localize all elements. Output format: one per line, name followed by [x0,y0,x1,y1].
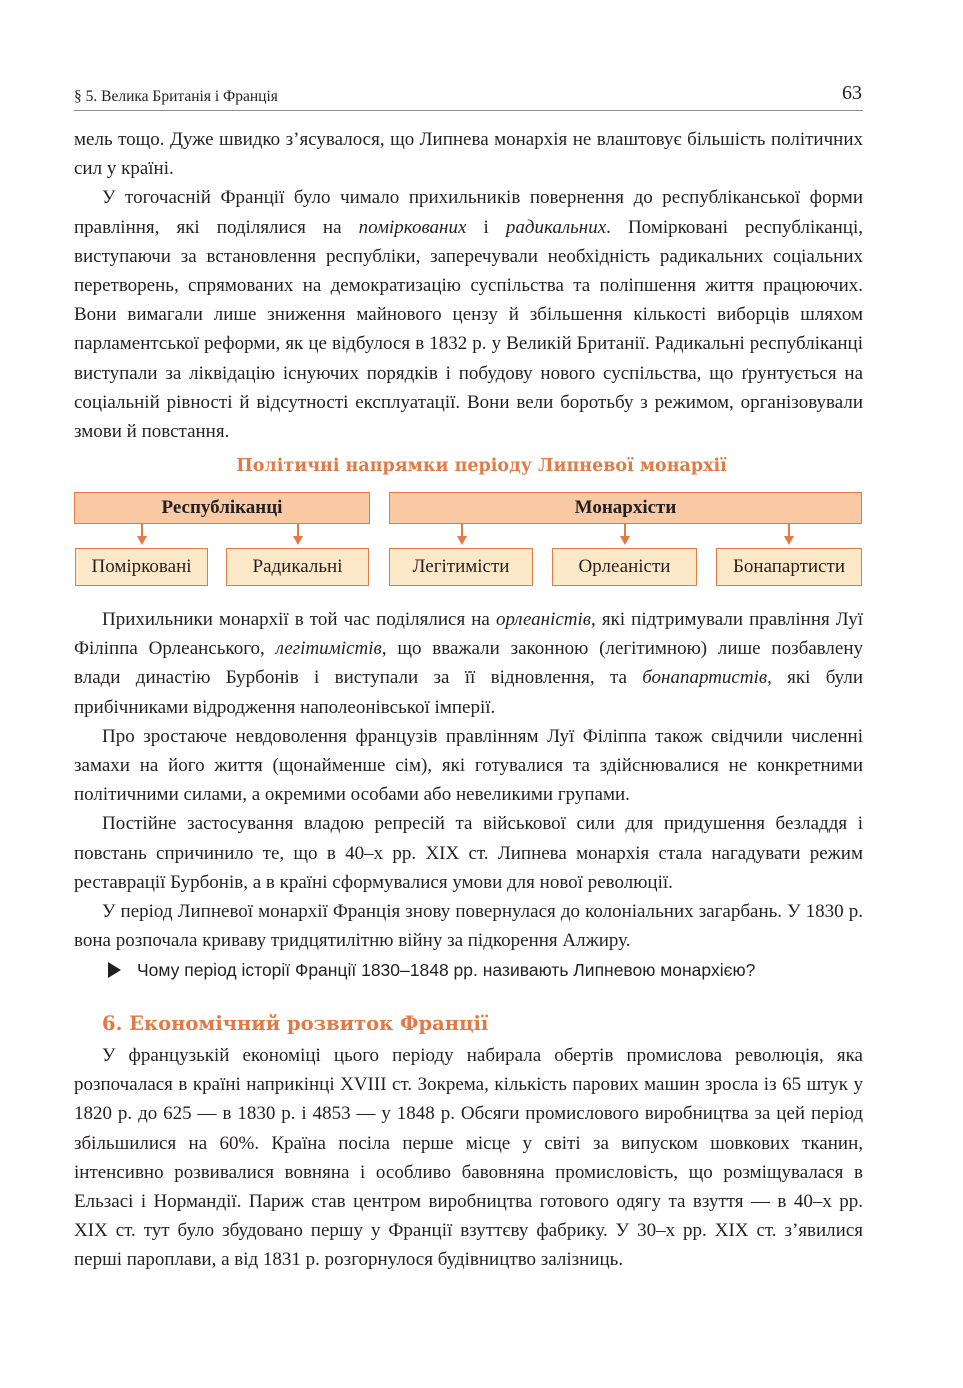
arrow-down-icon [297,524,299,538]
arrow-down-icon [624,524,626,538]
triangle-bullet-icon [108,962,121,978]
body-text [74,605,863,955]
paragraph: Постійне застосування владою репресій та військової сили для придушення безладдя і повстань спричинило те, що в 40–х рр. XIX ст. Липнева монархія стала нагадувати режим реставрації Бурбонів, а в країні сформувалися умови для нової революції. [74,813,863,893]
paragraph: У французькій економіці цього періоду набирала обертів промислова революція, яка розпочалася в країні наприкінці XVIII ст. Зокрема, кількість парових машин зросла із 65 штук у 1820 р. до 625 — в 1830 р. і 4853 — у 1848 р. Обсяги промислового виробництва за цей період збільшилися на 60%. Країна посіла перше місце у світі за випуском шовкових тканин, інтенсивно розвивалися вовняна і особливо бавовняна промисловість, що розміщувалася в Ельзасі і Нормандії. Париж став центром виробництва готового одягу та взуття — в 40–х рр. XIX ст. тут було збудовано першу у Франції взуттєву фабрику. У 30–х рр. XIX ст. з’явилися перші пароплави, а від 1831 р. розгорнулося будівництво залізниць. [74,1045,863,1271]
arrow-down-icon [788,524,790,538]
section-heading: 6. Економічний розвиток Франції [102,1012,489,1035]
bonapartists-box: Бонапартисти [716,548,862,586]
arrow-down-icon [141,524,143,538]
question [108,960,755,981]
moderates-box: Помірковані [75,548,208,586]
running-title: § 5. Велика Британія і Франція [74,88,278,105]
section-6-text [74,1041,863,1275]
paragraph: У тогочасній Франції було чимало прихильників повернення до республіканської форми правління, які поділялися на поміркованих і радикальних. Помірковані республіканці, виступаючи за встановлення республіки, заперечували необхідність радикальних соціальних перетворень, спрямованих на демократизацію суспільства та поліпшення життя працюючих. Вони вимагали лише зниження майнового цензу й збільшення кількості виборців шляхом парламентської реформи, як це відбулося в 1832 р. у Великій Британії. Радикальні республіканці виступали за ліквідацію існуючих порядків і побудову нового суспільства, що ґрунтується на соціальній рівності й відсутності експлуатації. Вони вели боротьбу з режимом, організовували змови й повстання. [74,187,863,443]
republicans-box: Республіканці [74,492,370,524]
term-moderate: поміркованих [358,216,467,238]
legitimists-box: Легітимісти [389,548,533,586]
orleanists-box: Орлеаністи [552,548,697,586]
term-radical: радикальних [505,216,607,238]
header-divider [74,110,863,111]
monarchists-box: Монархісти [389,492,862,524]
arrow-down-icon [461,524,463,538]
question-text: Чому період історії Франції 1830–1848 рр. називають Липневою монархією? [137,960,756,980]
paragraph: мель тощо. Дуже швидко з’ясувалося, що Липнева монархія не влаштовує більшість політичних сил у країні. [74,129,863,180]
page-number: 63 [842,82,862,104]
intro-text [74,125,863,446]
page-header [74,82,862,110]
paragraph: Прихильники монархії в той час поділялися на орлеаністів, які підтримували правління Луї Філіппа Орлеанського, легітимістів, що вважали законною (легітимною) лише позбавлену влади династію Бурбонів і виступали за її відновлення, та бонапартистів, які були прибічниками відродження наполеонівської імперії. [74,609,863,718]
paragraph: У період Липневої монархії Франція знову повернулася до колоніальних загарбань. У 1830 р. вона розпочала криваву тридцятилітню війну за підкорення Алжиру. [74,901,863,952]
paragraph: Про зростаюче невдоволення французів правлінням Луї Філіппа також свідчили численні замахи на його життя (щонайменше сім), які готувалися та здійснювалися не конкретними політичними силами, а окремими особами або невеликими групами. [74,725,863,806]
radicals-box: Радикальні [226,548,369,586]
diagram-title: Політичні напрямки періоду Липневої монархії [236,456,727,476]
